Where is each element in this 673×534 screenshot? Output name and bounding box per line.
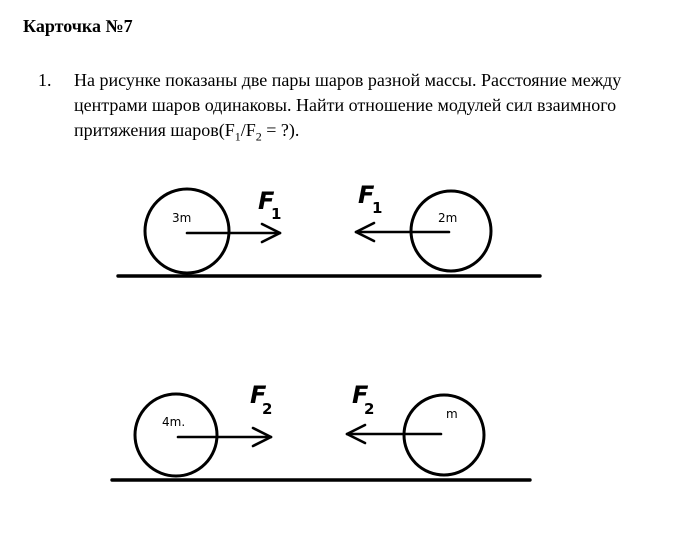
force-label-f1-right: F bbox=[358, 181, 375, 209]
force-ratio-sub-2: 2 bbox=[255, 129, 262, 144]
task-text-end: = ?). bbox=[261, 120, 300, 140]
force-index-f2-right: 2 bbox=[364, 400, 375, 418]
force-ratio-sub-1: 1 bbox=[234, 129, 241, 144]
mass-label-2m: 2m bbox=[438, 211, 458, 225]
ball-3m bbox=[145, 189, 229, 273]
force-label-f2-left: F bbox=[250, 381, 267, 409]
mass-label-m: m bbox=[446, 407, 458, 421]
card-title: Карточка №7 bbox=[23, 16, 133, 36]
ball-4m bbox=[135, 394, 217, 476]
mass-label-4m: 4m. bbox=[162, 415, 186, 429]
task-text-main: На рисунке показаны две пары шаров разной массы. Расстояние между центрами шаров одинаковы. Найти отношение модулей сил взаимного притяжения шаров(F bbox=[74, 70, 622, 140]
force-index-f2-left: 2 bbox=[262, 400, 273, 418]
force-ratio-slash: /F bbox=[240, 120, 256, 140]
task-number: 1. bbox=[38, 70, 52, 90]
force-index-f1-left: 1 bbox=[271, 205, 282, 223]
force-index-f1-right: 1 bbox=[372, 199, 383, 217]
mass-label-3m: 3m bbox=[172, 211, 192, 225]
force-label-f1-left: F bbox=[258, 187, 275, 215]
ball-pair-2 bbox=[112, 381, 530, 480]
ball-pair-1 bbox=[118, 181, 540, 276]
force-label-f2-right: F bbox=[352, 381, 369, 409]
